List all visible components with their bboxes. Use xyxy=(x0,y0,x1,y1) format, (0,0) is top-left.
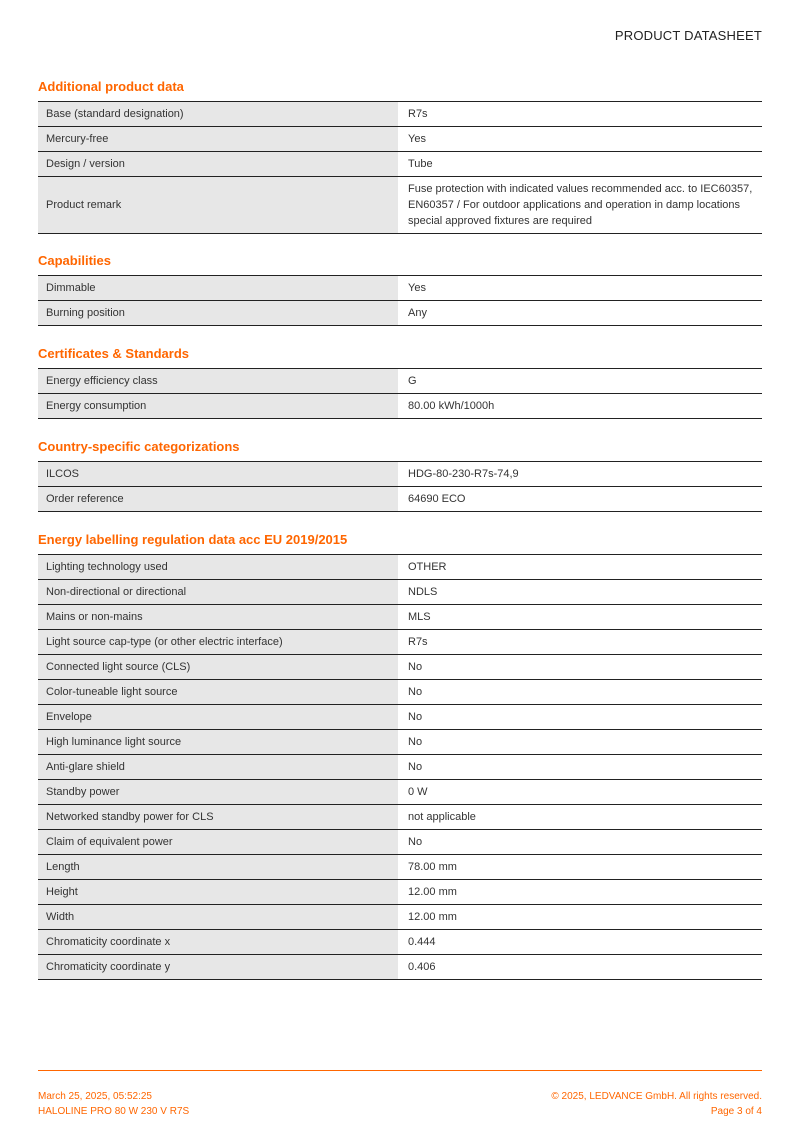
table-row xyxy=(38,780,762,805)
table-row xyxy=(38,630,762,655)
row-value: No xyxy=(408,736,423,748)
row-value: HDG-80-230-R7s-74,9 xyxy=(408,468,519,480)
row-value: No xyxy=(408,711,423,723)
table-row xyxy=(38,605,762,630)
data-table xyxy=(38,101,762,234)
row-label: Claim of equivalent power xyxy=(38,830,398,855)
row-label: Connected light source (CLS) xyxy=(38,655,398,680)
row-label: Energy efficiency class xyxy=(38,369,398,394)
row-label: Energy consumption xyxy=(38,394,398,419)
row-value: No xyxy=(408,686,423,698)
table-row xyxy=(38,127,762,152)
row-label: Width xyxy=(38,905,398,930)
row-value: Yes xyxy=(408,282,426,294)
row-value: MLS xyxy=(408,611,431,623)
row-label: High luminance light source xyxy=(38,730,398,755)
row-value: G xyxy=(408,375,417,387)
table-row xyxy=(38,102,762,127)
row-value: R7s xyxy=(408,636,428,648)
document-type-header: PRODUCT DATASHEET xyxy=(614,28,762,43)
row-value: 64690 ECO xyxy=(408,493,466,505)
row-value: R7s xyxy=(408,108,428,120)
row-label: Lighting technology used xyxy=(38,555,398,580)
row-value: not applicable xyxy=(408,811,476,823)
footer-divider xyxy=(38,1070,762,1071)
row-value: 0.444 xyxy=(408,936,436,948)
section-capabilities xyxy=(38,251,762,326)
row-label: Design / version xyxy=(38,152,398,177)
row-value: No xyxy=(408,836,423,848)
row-label: Dimmable xyxy=(38,276,398,301)
table-row xyxy=(38,930,762,955)
footer-page-number: Page 3 of 4 xyxy=(710,1106,762,1117)
table-row xyxy=(38,955,762,980)
table-row xyxy=(38,580,762,605)
table-row xyxy=(38,369,762,394)
row-value: Any xyxy=(408,307,427,319)
row-label: Product remark xyxy=(38,177,398,234)
table-row xyxy=(38,905,762,930)
row-label: Length xyxy=(38,855,398,880)
row-label: Chromaticity coordinate y xyxy=(38,955,398,980)
row-label: Color-tuneable light source xyxy=(38,680,398,705)
data-table xyxy=(38,461,762,512)
section-title: Additional product data xyxy=(38,79,184,94)
section-title: Country-specific categorizations xyxy=(38,439,240,454)
row-label: Base (standard designation) xyxy=(38,102,398,127)
row-label: ILCOS xyxy=(38,462,398,487)
row-value: No xyxy=(408,761,423,773)
row-label: Chromaticity coordinate x xyxy=(38,930,398,955)
section-additional-product-data xyxy=(38,77,762,234)
table-row xyxy=(38,394,762,419)
table-row xyxy=(38,880,762,905)
section-certificates-standards xyxy=(38,344,762,419)
footer-product-name: HALOLINE PRO 80 W 230 V R7S xyxy=(38,1106,190,1117)
section-energy-labelling-data xyxy=(38,530,762,980)
footer-right xyxy=(551,1089,762,1119)
data-table xyxy=(38,275,762,326)
table-row xyxy=(38,805,762,830)
row-value: 12.00 mm xyxy=(408,911,457,923)
table-row xyxy=(38,705,762,730)
table-row xyxy=(38,555,762,580)
row-label: Networked standby power for CLS xyxy=(38,805,398,830)
row-value: Fuse protection with indicated values recommended acc. to IEC60357, EN60357 / For outdoor applications and operation in damp locations special approved fixtures are required xyxy=(408,183,753,227)
table-row xyxy=(38,730,762,755)
row-value: 0 W xyxy=(408,786,428,798)
row-value: Tube xyxy=(408,158,433,170)
table-row xyxy=(38,301,762,326)
row-label: Mains or non-mains xyxy=(38,605,398,630)
row-label: Anti-glare shield xyxy=(38,755,398,780)
row-label: Burning position xyxy=(38,301,398,326)
section-title: Certificates & Standards xyxy=(38,346,189,361)
row-value: No xyxy=(408,661,423,673)
section-country-specific-categorizations xyxy=(38,437,762,512)
row-value: OTHER xyxy=(408,561,447,573)
table-row xyxy=(38,462,762,487)
footer-date: March 25, 2025, 05:52:25 xyxy=(38,1091,152,1102)
row-label: Height xyxy=(38,880,398,905)
row-value: 0.406 xyxy=(408,961,436,973)
row-value: 78.00 mm xyxy=(408,861,457,873)
data-table xyxy=(38,368,762,419)
footer-copyright: © 2025, LEDVANCE GmbH. All rights reserved. xyxy=(551,1091,762,1102)
row-label: Mercury-free xyxy=(38,127,398,152)
row-value: NDLS xyxy=(408,586,438,598)
table-row xyxy=(38,487,762,512)
data-table xyxy=(38,554,762,980)
row-value: 80.00 kWh/1000h xyxy=(408,400,495,412)
row-label: Non-directional or directional xyxy=(38,580,398,605)
row-label: Envelope xyxy=(38,705,398,730)
table-row xyxy=(38,655,762,680)
section-title: Energy labelling regulation data acc EU 2019/2015 xyxy=(38,532,348,547)
footer-left xyxy=(38,1089,189,1119)
table-row xyxy=(38,177,762,234)
table-row xyxy=(38,755,762,780)
section-title: Capabilities xyxy=(38,253,111,268)
table-row xyxy=(38,855,762,880)
row-label: Standby power xyxy=(38,780,398,805)
table-row xyxy=(38,830,762,855)
table-row xyxy=(38,680,762,705)
row-label: Order reference xyxy=(38,487,398,512)
row-value: Yes xyxy=(408,133,426,145)
table-row xyxy=(38,152,762,177)
row-value: 12.00 mm xyxy=(408,886,457,898)
row-label: Light source cap-type (or other electric interface) xyxy=(38,630,398,655)
table-row xyxy=(38,276,762,301)
